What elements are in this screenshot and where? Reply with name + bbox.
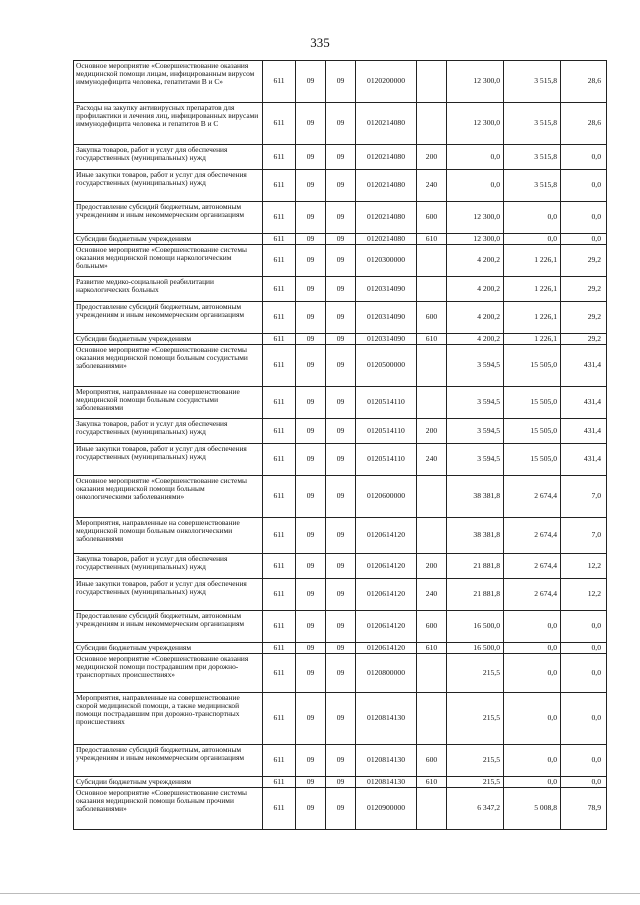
- row-razdel: 09: [296, 654, 326, 693]
- row-ved: 611: [263, 345, 296, 387]
- row-plan: 4 200,2: [447, 245, 504, 277]
- row-plan: 4 200,2: [447, 334, 504, 345]
- row-pct: 0,0: [561, 643, 607, 654]
- row-vr: 240: [417, 170, 447, 202]
- row-podrazdel: 09: [326, 745, 356, 777]
- table-row: [74, 693, 607, 745]
- table-row: [74, 419, 607, 444]
- row-ved: 611: [263, 745, 296, 777]
- row-ved: 611: [263, 611, 296, 643]
- row-razdel: 09: [296, 302, 326, 334]
- table-row: [74, 302, 607, 334]
- row-podrazdel: 09: [326, 277, 356, 302]
- row-plan: 12 300,0: [447, 61, 504, 103]
- row-name: Предоставление субсидий бюджетным, автономным учреждениям и иным некоммерческим организациям: [74, 302, 263, 334]
- table-row: [74, 611, 607, 643]
- row-podrazdel: 09: [326, 170, 356, 202]
- table-row: [74, 788, 607, 830]
- row-fact: 0,0: [504, 745, 561, 777]
- row-ved: 611: [263, 444, 296, 476]
- row-fact: 15 505,0: [504, 444, 561, 476]
- row-plan: 4 200,2: [447, 277, 504, 302]
- table-row: [74, 202, 607, 234]
- row-csr: 0120314090: [356, 334, 417, 345]
- row-podrazdel: 09: [326, 518, 356, 554]
- row-vr: 610: [417, 643, 447, 654]
- table-row: [74, 245, 607, 277]
- row-vr: [417, 518, 447, 554]
- row-razdel: 09: [296, 277, 326, 302]
- row-csr: 0120614120: [356, 554, 417, 579]
- row-podrazdel: 09: [326, 234, 356, 245]
- row-pct: 28,6: [561, 61, 607, 103]
- row-podrazdel: 09: [326, 61, 356, 103]
- row-vr: 610: [417, 234, 447, 245]
- row-csr: 0120800000: [356, 654, 417, 693]
- row-podrazdel: 09: [326, 334, 356, 345]
- table-row: [74, 103, 607, 145]
- row-fact: 2 674,4: [504, 579, 561, 611]
- row-csr: 0120614120: [356, 611, 417, 643]
- row-csr: 0120314090: [356, 277, 417, 302]
- table-row: [74, 345, 607, 387]
- row-fact: 3 515,8: [504, 61, 561, 103]
- row-ved: 611: [263, 170, 296, 202]
- row-vr: 600: [417, 611, 447, 643]
- row-razdel: 09: [296, 643, 326, 654]
- row-name: Иные закупки товаров, работ и услуг для обеспечения государственных (муниципальных) нужд: [74, 170, 263, 202]
- row-ved: 611: [263, 788, 296, 830]
- row-pct: 431,4: [561, 419, 607, 444]
- row-csr: 0120200000: [356, 61, 417, 103]
- row-pct: 0,0: [561, 611, 607, 643]
- row-name: Основное мероприятие «Совершенствование оказания медицинской помощи лицам, инфицированным вирусом иммунодефицита человека, гепатитами В и С»: [74, 61, 263, 103]
- table-row: [74, 61, 607, 103]
- row-fact: 2 674,4: [504, 554, 561, 579]
- table-row: [74, 745, 607, 777]
- row-razdel: 09: [296, 693, 326, 745]
- row-pct: 0,0: [561, 202, 607, 234]
- row-name: Развитие медико-социальной реабилитации наркологических больных: [74, 277, 263, 302]
- row-podrazdel: 09: [326, 444, 356, 476]
- row-name: Предоставление субсидий бюджетным, автономным учреждениям и иным некоммерческим организациям: [74, 745, 263, 777]
- row-pct: 12,2: [561, 579, 607, 611]
- row-fact: 0,0: [504, 643, 561, 654]
- row-fact: 0,0: [504, 202, 561, 234]
- row-plan: 3 594,5: [447, 419, 504, 444]
- row-vr: 600: [417, 745, 447, 777]
- row-pct: 431,4: [561, 444, 607, 476]
- row-vr: 240: [417, 579, 447, 611]
- row-fact: 0,0: [504, 777, 561, 788]
- row-fact: 15 505,0: [504, 419, 561, 444]
- row-ved: 611: [263, 145, 296, 170]
- row-fact: 3 515,8: [504, 103, 561, 145]
- row-name: Субсидии бюджетным учреждениям: [74, 777, 263, 788]
- row-vr: 610: [417, 777, 447, 788]
- row-csr: 0120814130: [356, 777, 417, 788]
- row-csr: 0120514110: [356, 387, 417, 419]
- row-ved: 611: [263, 643, 296, 654]
- table-row: [74, 518, 607, 554]
- row-fact: 2 674,4: [504, 476, 561, 518]
- row-name: Основное мероприятие «Совершенствование оказания медицинской помощи пострадавшим при дорожно-транспортных происшествиях»: [74, 654, 263, 693]
- row-ved: 611: [263, 334, 296, 345]
- row-csr: 0120514110: [356, 419, 417, 444]
- row-csr: 0120214080: [356, 145, 417, 170]
- row-plan: 12 300,0: [447, 103, 504, 145]
- row-pct: 0,0: [561, 170, 607, 202]
- row-pct: 7,0: [561, 518, 607, 554]
- row-vr: [417, 61, 447, 103]
- row-name: Субсидии бюджетным учреждениям: [74, 334, 263, 345]
- row-csr: 0120614120: [356, 643, 417, 654]
- row-plan: 12 300,0: [447, 202, 504, 234]
- row-fact: 1 226,1: [504, 277, 561, 302]
- row-ved: 611: [263, 554, 296, 579]
- row-ved: 611: [263, 777, 296, 788]
- row-ved: 611: [263, 387, 296, 419]
- row-name: Закупка товаров, работ и услуг для обеспечения государственных (муниципальных) нужд: [74, 419, 263, 444]
- row-pct: 0,0: [561, 654, 607, 693]
- row-razdel: 09: [296, 345, 326, 387]
- row-podrazdel: 09: [326, 202, 356, 234]
- row-vr: [417, 476, 447, 518]
- row-razdel: 09: [296, 444, 326, 476]
- row-ved: 611: [263, 61, 296, 103]
- budget-table: [73, 60, 607, 830]
- row-plan: 215,5: [447, 745, 504, 777]
- row-ved: 611: [263, 245, 296, 277]
- row-name: Иные закупки товаров, работ и услуг для обеспечения государственных (муниципальных) нужд: [74, 579, 263, 611]
- row-podrazdel: 09: [326, 654, 356, 693]
- row-podrazdel: 09: [326, 693, 356, 745]
- row-razdel: 09: [296, 61, 326, 103]
- row-name: Расходы на закупку антивирусных препаратов для профилактики и лечения лиц, инфицированных вирусами иммунодефицита человека и гепатитов В и С: [74, 103, 263, 145]
- row-name: Закупка товаров, работ и услуг для обеспечения государственных (муниципальных) нужд: [74, 145, 263, 170]
- row-vr: [417, 245, 447, 277]
- row-csr: 0120614120: [356, 518, 417, 554]
- row-name: Основное мероприятие «Совершенствование системы оказания медицинской помощи больным сосудистыми заболеваниями»: [74, 345, 263, 387]
- row-podrazdel: 09: [326, 777, 356, 788]
- row-razdel: 09: [296, 476, 326, 518]
- row-plan: 215,5: [447, 777, 504, 788]
- row-plan: 3 594,5: [447, 444, 504, 476]
- row-podrazdel: 09: [326, 103, 356, 145]
- row-plan: 0,0: [447, 145, 504, 170]
- row-podrazdel: 09: [326, 345, 356, 387]
- row-razdel: 09: [296, 245, 326, 277]
- row-pct: 0,0: [561, 234, 607, 245]
- row-csr: 0120814130: [356, 745, 417, 777]
- row-csr: 0120214080: [356, 234, 417, 245]
- row-pct: 431,4: [561, 345, 607, 387]
- row-name: Мероприятия, направленные на совершенствование медицинской помощи больным сосудистыми заболеваниями: [74, 387, 263, 419]
- row-razdel: 09: [296, 202, 326, 234]
- row-razdel: 09: [296, 103, 326, 145]
- row-csr: 0120614120: [356, 579, 417, 611]
- table-row: [74, 777, 607, 788]
- row-ved: 611: [263, 234, 296, 245]
- row-pct: 29,2: [561, 245, 607, 277]
- row-razdel: 09: [296, 777, 326, 788]
- row-plan: 21 881,8: [447, 579, 504, 611]
- row-vr: 600: [417, 302, 447, 334]
- row-podrazdel: 09: [326, 554, 356, 579]
- row-fact: 2 674,4: [504, 518, 561, 554]
- row-plan: 6 347,2: [447, 788, 504, 830]
- row-pct: 0,0: [561, 777, 607, 788]
- row-csr: 0120214080: [356, 170, 417, 202]
- row-plan: 215,5: [447, 654, 504, 693]
- row-plan: 21 881,8: [447, 554, 504, 579]
- row-podrazdel: 09: [326, 476, 356, 518]
- row-pct: 0,0: [561, 745, 607, 777]
- row-plan: 3 594,5: [447, 345, 504, 387]
- row-fact: 1 226,1: [504, 245, 561, 277]
- row-name: Субсидии бюджетным учреждениям: [74, 643, 263, 654]
- row-fact: 1 226,1: [504, 302, 561, 334]
- row-ved: 611: [263, 419, 296, 444]
- row-ved: 611: [263, 579, 296, 611]
- row-razdel: 09: [296, 387, 326, 419]
- row-razdel: 09: [296, 334, 326, 345]
- row-podrazdel: 09: [326, 643, 356, 654]
- row-ved: 611: [263, 202, 296, 234]
- row-name: Предоставление субсидий бюджетным, автономным учреждениям и иным некоммерческим организациям: [74, 202, 263, 234]
- row-razdel: 09: [296, 554, 326, 579]
- row-razdel: 09: [296, 170, 326, 202]
- row-ved: 611: [263, 476, 296, 518]
- row-vr: [417, 387, 447, 419]
- row-plan: 215,5: [447, 693, 504, 745]
- row-vr: 600: [417, 202, 447, 234]
- table-row: [74, 387, 607, 419]
- row-fact: 5 008,8: [504, 788, 561, 830]
- row-csr: 0120514110: [356, 444, 417, 476]
- row-plan: 4 200,2: [447, 302, 504, 334]
- row-vr: 610: [417, 334, 447, 345]
- table-row: [74, 554, 607, 579]
- row-podrazdel: 09: [326, 611, 356, 643]
- row-razdel: 09: [296, 234, 326, 245]
- row-plan: 12 300,0: [447, 234, 504, 245]
- row-vr: [417, 103, 447, 145]
- page-number: 335: [310, 35, 330, 50]
- row-fact: 3 515,8: [504, 145, 561, 170]
- row-ved: 611: [263, 302, 296, 334]
- row-name: Основное мероприятие «Совершенствование системы оказания медицинской помощи наркологическим больным»: [74, 245, 263, 277]
- row-csr: 0120314090: [356, 302, 417, 334]
- row-razdel: 09: [296, 745, 326, 777]
- row-csr: 0120500000: [356, 345, 417, 387]
- row-pct: 0,0: [561, 693, 607, 745]
- row-csr: 0120300000: [356, 245, 417, 277]
- row-name: Предоставление субсидий бюджетным, автономным учреждениям и иным некоммерческим организациям: [74, 611, 263, 643]
- table-row: [74, 334, 607, 345]
- row-ved: 611: [263, 693, 296, 745]
- row-podrazdel: 09: [326, 419, 356, 444]
- row-name: Мероприятия, направленные на совершенствование скорой медицинской помощи, а также медицинской помощи пострадавшим при дорожно-транспортных происшествиях: [74, 693, 263, 745]
- row-name: Субсидии бюджетным учреждениям: [74, 234, 263, 245]
- row-plan: 38 381,8: [447, 518, 504, 554]
- row-razdel: 09: [296, 611, 326, 643]
- row-fact: 15 505,0: [504, 345, 561, 387]
- row-vr: [417, 345, 447, 387]
- row-vr: [417, 788, 447, 830]
- row-razdel: 09: [296, 788, 326, 830]
- row-csr: 0120214080: [356, 103, 417, 145]
- table-row: [74, 145, 607, 170]
- table-row: [74, 654, 607, 693]
- table-row: [74, 476, 607, 518]
- row-name: Иные закупки товаров, работ и услуг для обеспечения государственных (муниципальных) нужд: [74, 444, 263, 476]
- row-pct: 7,0: [561, 476, 607, 518]
- row-pct: 12,2: [561, 554, 607, 579]
- row-podrazdel: 09: [326, 302, 356, 334]
- row-vr: [417, 277, 447, 302]
- row-name: Основное мероприятие «Совершенствование системы оказания медицинской помощи больным онкологическими заболеваниями»: [74, 476, 263, 518]
- row-podrazdel: 09: [326, 245, 356, 277]
- row-pct: 29,2: [561, 334, 607, 345]
- row-vr: [417, 693, 447, 745]
- row-name: Закупка товаров, работ и услуг для обеспечения государственных (муниципальных) нужд: [74, 554, 263, 579]
- row-ved: 611: [263, 654, 296, 693]
- scan-edge-line: [0, 893, 640, 894]
- table-row: [74, 234, 607, 245]
- row-razdel: 09: [296, 145, 326, 170]
- row-fact: 3 515,8: [504, 170, 561, 202]
- row-fact: 1 226,1: [504, 334, 561, 345]
- row-plan: 16 500,0: [447, 643, 504, 654]
- table-row: [74, 444, 607, 476]
- row-ved: 611: [263, 277, 296, 302]
- row-vr: 200: [417, 554, 447, 579]
- table-row: [74, 170, 607, 202]
- row-fact: 0,0: [504, 654, 561, 693]
- row-podrazdel: 09: [326, 387, 356, 419]
- row-fact: 0,0: [504, 693, 561, 745]
- row-podrazdel: 09: [326, 579, 356, 611]
- row-vr: 200: [417, 419, 447, 444]
- table-body: [74, 61, 607, 830]
- row-fact: 15 505,0: [504, 387, 561, 419]
- row-csr: 0120214080: [356, 202, 417, 234]
- row-vr: 200: [417, 145, 447, 170]
- row-name: Основное мероприятие «Совершенствование системы оказания медицинской помощи больным прочими заболеваниями»: [74, 788, 263, 830]
- row-pct: 29,2: [561, 302, 607, 334]
- row-plan: 16 500,0: [447, 611, 504, 643]
- table-row: [74, 277, 607, 302]
- row-razdel: 09: [296, 518, 326, 554]
- row-ved: 611: [263, 103, 296, 145]
- row-podrazdel: 09: [326, 145, 356, 170]
- row-pct: 78,9: [561, 788, 607, 830]
- row-csr: 0120900000: [356, 788, 417, 830]
- row-csr: 0120600000: [356, 476, 417, 518]
- row-pct: 28,6: [561, 103, 607, 145]
- row-pct: 29,2: [561, 277, 607, 302]
- row-vr: 240: [417, 444, 447, 476]
- row-csr: 0120814130: [356, 693, 417, 745]
- row-ved: 611: [263, 518, 296, 554]
- row-razdel: 09: [296, 419, 326, 444]
- row-name: Мероприятия, направленные на совершенствование медицинской помощи больным онкологическими заболеваниями: [74, 518, 263, 554]
- row-fact: 0,0: [504, 611, 561, 643]
- row-fact: 0,0: [504, 234, 561, 245]
- row-pct: 431,4: [561, 387, 607, 419]
- row-plan: 0,0: [447, 170, 504, 202]
- row-podrazdel: 09: [326, 788, 356, 830]
- row-vr: [417, 654, 447, 693]
- row-pct: 0,0: [561, 145, 607, 170]
- row-plan: 38 381,8: [447, 476, 504, 518]
- table-row: [74, 643, 607, 654]
- table-row: [74, 579, 607, 611]
- row-plan: 3 594,5: [447, 387, 504, 419]
- row-razdel: 09: [296, 579, 326, 611]
